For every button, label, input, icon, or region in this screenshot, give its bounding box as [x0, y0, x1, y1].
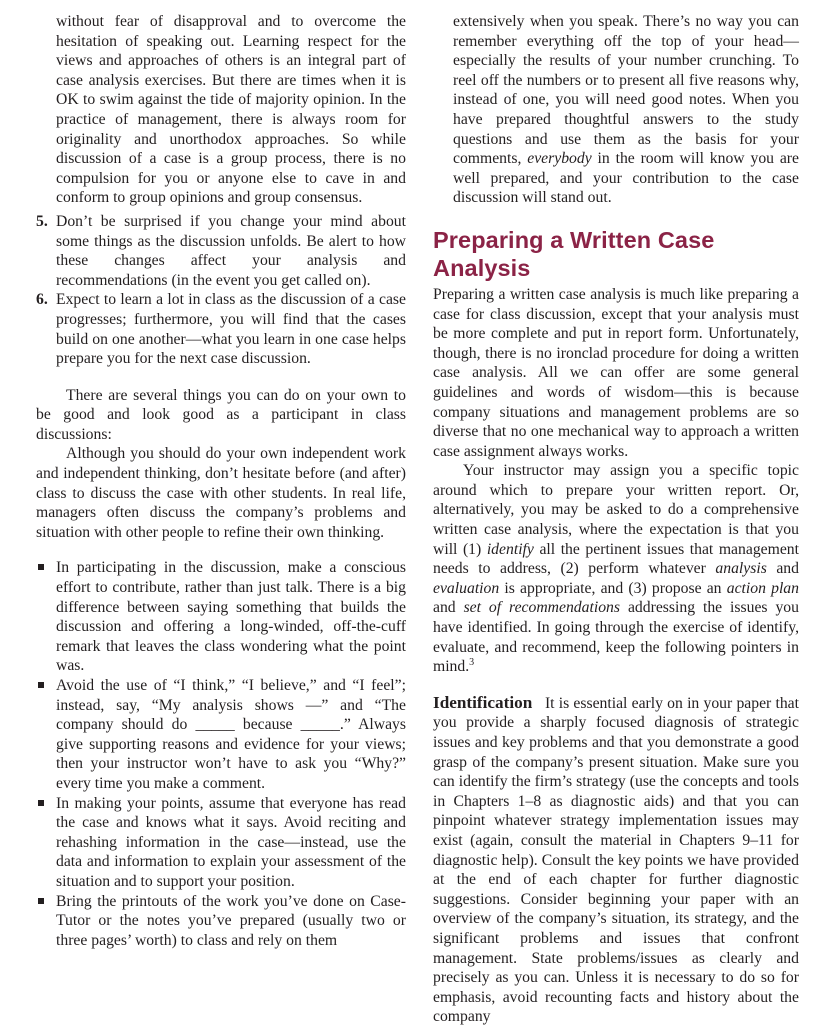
list-item — [36, 290, 406, 368]
bullet-square-icon — [38, 800, 44, 806]
list-text: Expect to learn a lot in class as the discussion of a case progresses; furthermore, you will find that the cases build on one another—what you learn in one case helps prepare you for the next case discussion. — [56, 291, 406, 368]
text-run: It is essential early on in your paper that you provide a sharply focused diagnosis of strategic issues and key problems and that you demonstrate a good grasp of the company’s present situation. Make sure you can identify the firm’s strategy (use the concepts and tools in Chapters 1–8 as diagnostic aids) and that you can pinpoint whatever strategy implementation issues may exist (again, consult the material in Chapters 9–11 for diagnostic help). Consult the key points we have provided at the end of each chapter for further diagnostic suggestions. Consider beginning your paper with an overview of the company’s situation, its strategy, and the significant problems and issues that confront management. State problems/issues as clearly and precisely as you can. Unless it is necessary to do so for emphasis, avoid recounting facts and history about the company — [433, 694, 800, 1026]
emphasis: set of recommendations — [463, 599, 621, 617]
emphasis: action plan — [726, 579, 799, 597]
bullet-text: Bring the printouts of the work you’ve done on Case-Tutor or the notes you’ve prepared (usually two or three pages’ worth) to class and rely on them — [56, 892, 406, 949]
text-run: in the room will know you are well prepared, and your contribution to the case discussion will stand out. — [453, 150, 799, 207]
paragraph-several-things: There are several things you can do on your own to be good and look good as a participant in class discussions: — [36, 386, 406, 443]
right-column — [433, 12, 799, 1027]
bullet-item — [36, 794, 406, 892]
paragraph-instructor — [433, 461, 799, 677]
text-run: all the pertinent issues that management needs to address, (2) perform whatever — [433, 540, 799, 578]
emphasis: analysis — [715, 560, 767, 578]
numbered-list — [36, 212, 406, 369]
runin-heading: Identification — [433, 692, 533, 712]
list-item — [36, 212, 406, 290]
text-run: addressing the issues you have identified. In going through the exercise of identify, evaluate, and recommend, keep the following pointers in mind. — [433, 599, 799, 676]
bullet-item — [36, 558, 406, 676]
paragraph-identification — [433, 693, 799, 1027]
paragraph-independent-work: Although you should do your own independent work and independent thinking, don’t hesitate before (and after) class to discuss the case with other students. In real life, managers often discuss the company’s problems and situation with other people to refine their own thinking. — [36, 445, 406, 541]
bullet-square-icon — [38, 682, 44, 688]
bullet-square-icon — [38, 564, 44, 570]
left-column — [36, 12, 406, 950]
emphasis: everybody — [527, 150, 592, 168]
bullet-item — [36, 676, 406, 794]
text-run: Your instructor may assign you a specific topic around which to prepare your written report. Or, alternatively, you may be asked to do a comprehensive written case analysis, where the expectation is that you will (1) — [433, 462, 799, 558]
paragraph-continued: without fear of disapproval and to overcome the hesitation of speaking out. Learning respect for the views and approaches of others is an integral part of case analysis exercises. But there are times when it is OK to swim against the tide of majority opinion. In the practice of management, there is always room for originality and unorthodox approaches. So while discussion of a case is a group process, there is no compulsion for you or anyone else to cave in and conform to group opinions and group consensus. — [56, 13, 406, 207]
bullet-square-icon — [38, 898, 44, 904]
list-number: 6. — [36, 291, 48, 309]
footnote-marker: 3 — [469, 656, 475, 668]
bullet-item — [36, 892, 406, 951]
text-run: and — [433, 599, 464, 617]
bullet-text: Avoid the use of “I think,” “I believe,” and “I feel”; instead, say, “My analysis shows —” and “The company should do _____ because _____.” Always give supporting reasons and evidence for your views; then your instructor won’t have to ask you “Why?” every time you make a comment. — [56, 677, 406, 792]
section-heading: Preparing a Written Case Analysis — [433, 226, 715, 281]
text-run: and — [766, 560, 799, 578]
emphasis: identify — [486, 540, 534, 558]
emphasis: evaluation — [433, 579, 500, 597]
bullet-text: In participating in the discussion, make a conscious effort to contribute, rather than just talk. There is a big difference between saying something that builds the discussion and offering a long-winded, off-the-cuff remark that leaves the class wondering what the point was. — [56, 559, 406, 675]
paragraph-preparing: Preparing a written case analysis is much like preparing a case for class discussion, except that your analysis must be more complete and put in report form. Unfortunately, though, there is no ironclad procedure for doing a written case analysis. All we can offer are some general guidelines and words of wisdom—this is because company situations and management problems are so diverse that no one mechanical way to approach a written case assignment always works. — [433, 285, 799, 460]
text-run: extensively when you speak. There’s no way you can remember everything off the top of your head—especially the results of your number crunching. To reel off the numbers or to present all five reasons why, instead of one, you will need good notes. When you have prepared thoughtful answers to the study questions and use them as the basis for your comments, — [453, 13, 799, 168]
text-run: is appropriate, and (3) propose an — [499, 579, 727, 597]
bullet-list — [36, 558, 406, 950]
paragraph-continued-right — [433, 12, 799, 208]
list-number: 5. — [36, 212, 48, 230]
bullet-text: In making your points, assume that everyone has read the case and knows what it says. Avoid reciting and rehashing information in the case—instead, use the data and information to explain your assessment of the situation and to support your position. — [56, 794, 406, 890]
list-text: Don’t be surprised if you change your mind about some things as the discussion unfolds. Be alert to how these changes affect your analysis and recommendations (in the event you get called on). — [56, 212, 406, 289]
